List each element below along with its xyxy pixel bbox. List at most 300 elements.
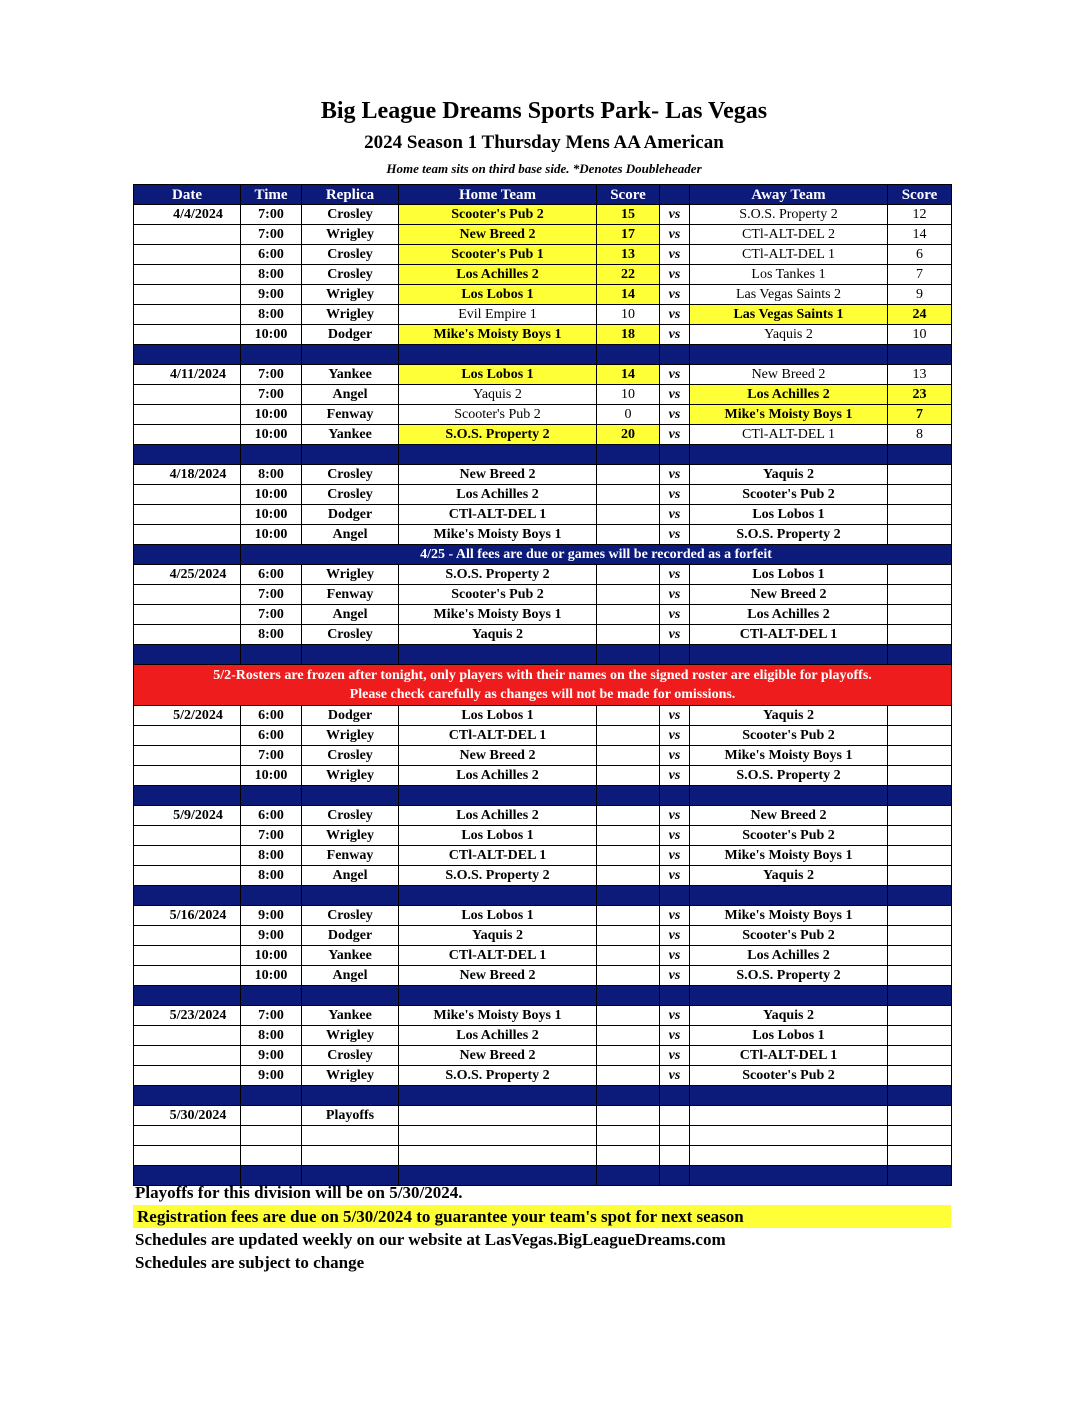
time-cell: 7:00 bbox=[241, 205, 302, 225]
separator-cell bbox=[302, 986, 399, 1006]
time-cell: 9:00 bbox=[241, 285, 302, 305]
replica-cell: Wrigley bbox=[302, 1066, 399, 1086]
vs-cell: vs bbox=[660, 585, 690, 605]
roster-alert-cell bbox=[134, 665, 952, 706]
separator-cell bbox=[134, 445, 241, 465]
home-score-cell bbox=[597, 866, 660, 886]
table-row bbox=[134, 325, 952, 345]
vs-cell: vs bbox=[660, 465, 690, 485]
away-score-cell: 7 bbox=[888, 265, 952, 285]
replica-cell: Yankee bbox=[302, 425, 399, 445]
separator-cell bbox=[888, 645, 952, 665]
time-cell: 8:00 bbox=[241, 305, 302, 325]
home-team-cell: New Breed 2 bbox=[399, 1046, 597, 1066]
col-header-home-team: Home Team bbox=[399, 185, 597, 205]
home-team-cell: Scooter's Pub 2 bbox=[399, 205, 597, 225]
separator-cell bbox=[690, 986, 888, 1006]
replica-cell: Dodger bbox=[302, 926, 399, 946]
separator-row bbox=[134, 986, 952, 1006]
empty-cell bbox=[399, 1106, 597, 1126]
date-cell bbox=[134, 405, 241, 425]
replica-cell: Crosley bbox=[302, 465, 399, 485]
away-score-cell bbox=[888, 706, 952, 726]
home-score-cell bbox=[597, 1026, 660, 1046]
date-cell bbox=[134, 245, 241, 265]
home-score-cell bbox=[597, 525, 660, 545]
separator-cell bbox=[690, 886, 888, 906]
away-score-cell bbox=[888, 1066, 952, 1086]
away-team-cell: Las Vegas Saints 1 bbox=[690, 305, 888, 325]
vs-cell: vs bbox=[660, 225, 690, 245]
date-cell bbox=[134, 766, 241, 786]
home-team-cell: New Breed 2 bbox=[399, 465, 597, 485]
empty-cell bbox=[888, 1106, 952, 1126]
away-score-cell: 7 bbox=[888, 405, 952, 425]
away-team-cell: Scooter's Pub 2 bbox=[690, 485, 888, 505]
away-score-cell bbox=[888, 605, 952, 625]
home-score-cell bbox=[597, 1006, 660, 1026]
replica-cell: Angel bbox=[302, 525, 399, 545]
replica-cell: Wrigley bbox=[302, 726, 399, 746]
time-cell: 8:00 bbox=[241, 1026, 302, 1046]
replica-cell: Crosley bbox=[302, 625, 399, 645]
table-row bbox=[134, 766, 952, 786]
home-team-cell: Scooter's Pub 2 bbox=[399, 405, 597, 425]
date-cell bbox=[134, 265, 241, 285]
footer-website-note: Schedules are updated weekly on our website at LasVegas.BigLeagueDreams.com bbox=[135, 1230, 726, 1249]
separator-cell bbox=[660, 886, 690, 906]
table-row bbox=[134, 565, 952, 585]
table-row bbox=[134, 826, 952, 846]
col-header-date: Date bbox=[134, 185, 241, 205]
home-team-cell: New Breed 2 bbox=[399, 966, 597, 986]
table-row bbox=[134, 926, 952, 946]
away-team-cell: New Breed 2 bbox=[690, 585, 888, 605]
time-cell: 10:00 bbox=[241, 946, 302, 966]
vs-cell: vs bbox=[660, 1006, 690, 1026]
home-score-cell: 17 bbox=[597, 225, 660, 245]
date-cell bbox=[134, 1066, 241, 1086]
empty-cell bbox=[888, 1126, 952, 1146]
away-team-cell: Scooter's Pub 2 bbox=[690, 926, 888, 946]
table-row bbox=[134, 465, 952, 485]
away-score-cell bbox=[888, 846, 952, 866]
home-team-cell: Mike's Moisty Boys 1 bbox=[399, 1006, 597, 1026]
table-row bbox=[134, 485, 952, 505]
separator-row bbox=[134, 886, 952, 906]
separator-cell bbox=[241, 345, 302, 365]
away-score-cell bbox=[888, 966, 952, 986]
replica-cell: Dodger bbox=[302, 505, 399, 525]
home-team-cell: Evil Empire 1 bbox=[399, 305, 597, 325]
page-subtitle: 2024 Season 1 Thursday Mens AA American bbox=[364, 132, 724, 153]
date-cell bbox=[134, 926, 241, 946]
vs-cell: vs bbox=[660, 866, 690, 886]
home-team-cell: CTl-ALT-DEL 1 bbox=[399, 505, 597, 525]
date-cell: 5/23/2024 bbox=[134, 1006, 241, 1026]
away-team-cell: Mike's Moisty Boys 1 bbox=[690, 846, 888, 866]
separator-cell bbox=[690, 1166, 888, 1186]
replica-cell: Crosley bbox=[302, 265, 399, 285]
time-cell: 10:00 bbox=[241, 325, 302, 345]
home-team-cell: Yaquis 2 bbox=[399, 385, 597, 405]
vs-cell: vs bbox=[660, 1026, 690, 1046]
home-team-cell: S.O.S. Property 2 bbox=[399, 1066, 597, 1086]
separator-cell bbox=[690, 1086, 888, 1106]
vs-cell: vs bbox=[660, 906, 690, 926]
vs-cell: vs bbox=[660, 605, 690, 625]
table-row bbox=[134, 706, 952, 726]
vs-cell: vs bbox=[660, 746, 690, 766]
date-cell: 5/16/2024 bbox=[134, 906, 241, 926]
separator-cell bbox=[241, 445, 302, 465]
home-score-cell bbox=[597, 806, 660, 826]
vs-cell: vs bbox=[660, 385, 690, 405]
vs-cell: vs bbox=[660, 405, 690, 425]
home-team-cell: Los Achilles 2 bbox=[399, 485, 597, 505]
table-row bbox=[134, 866, 952, 886]
time-cell: 7:00 bbox=[241, 225, 302, 245]
table-row bbox=[134, 525, 952, 545]
date-cell bbox=[134, 605, 241, 625]
table-row bbox=[134, 245, 952, 265]
away-team-cell: Scooter's Pub 2 bbox=[690, 1066, 888, 1086]
separator-cell bbox=[399, 1086, 597, 1106]
away-team-cell: Yaquis 2 bbox=[690, 866, 888, 886]
vs-cell: vs bbox=[660, 1066, 690, 1086]
away-score-cell bbox=[888, 746, 952, 766]
separator-cell bbox=[399, 345, 597, 365]
away-score-cell bbox=[888, 866, 952, 886]
date-cell bbox=[134, 425, 241, 445]
table-row bbox=[134, 405, 952, 425]
time-cell: 10:00 bbox=[241, 485, 302, 505]
empty-row bbox=[134, 1146, 952, 1166]
separator-cell bbox=[888, 445, 952, 465]
table-row bbox=[134, 385, 952, 405]
date-cell bbox=[134, 485, 241, 505]
home-team-cell: Scooter's Pub 2 bbox=[399, 585, 597, 605]
away-score-cell bbox=[888, 1026, 952, 1046]
away-team-cell: S.O.S. Property 2 bbox=[690, 205, 888, 225]
away-team-cell: New Breed 2 bbox=[690, 806, 888, 826]
table-row bbox=[134, 585, 952, 605]
home-score-cell: 14 bbox=[597, 365, 660, 385]
separator-cell bbox=[134, 886, 241, 906]
empty-cell bbox=[399, 1126, 597, 1146]
away-score-cell bbox=[888, 1006, 952, 1026]
separator-cell bbox=[302, 645, 399, 665]
roster-alert-row bbox=[134, 665, 952, 706]
table-row bbox=[134, 365, 952, 385]
replica-cell: Wrigley bbox=[302, 826, 399, 846]
home-score-cell: 22 bbox=[597, 265, 660, 285]
date-cell bbox=[134, 1046, 241, 1066]
vs-cell: vs bbox=[660, 245, 690, 265]
time-cell bbox=[241, 1106, 302, 1126]
separator-row bbox=[134, 786, 952, 806]
vs-cell: vs bbox=[660, 205, 690, 225]
col-header-home-score: Score bbox=[597, 185, 660, 205]
vs-cell: vs bbox=[660, 525, 690, 545]
separator-cell bbox=[888, 345, 952, 365]
home-team-cell: Los Lobos 1 bbox=[399, 285, 597, 305]
empty-cell bbox=[597, 1126, 660, 1146]
home-team-cell: CTl-ALT-DEL 1 bbox=[399, 726, 597, 746]
home-team-cell: S.O.S. Property 2 bbox=[399, 866, 597, 886]
home-score-cell bbox=[597, 485, 660, 505]
table-row bbox=[134, 906, 952, 926]
time-cell: 10:00 bbox=[241, 966, 302, 986]
replica-cell: Crosley bbox=[302, 205, 399, 225]
date-cell bbox=[134, 726, 241, 746]
time-cell: 10:00 bbox=[241, 505, 302, 525]
date-cell bbox=[134, 305, 241, 325]
playoff-row bbox=[134, 1106, 952, 1126]
home-score-cell bbox=[597, 565, 660, 585]
vs-cell: vs bbox=[660, 285, 690, 305]
table-header-row bbox=[134, 185, 952, 205]
date-cell: 4/11/2024 bbox=[134, 365, 241, 385]
separator-cell bbox=[660, 1086, 690, 1106]
away-team-cell: Los Tankes 1 bbox=[690, 265, 888, 285]
separator-cell bbox=[597, 986, 660, 1006]
empty-cell bbox=[597, 1106, 660, 1126]
replica-cell: Angel bbox=[302, 866, 399, 886]
replica-cell: Angel bbox=[302, 966, 399, 986]
separator-cell bbox=[690, 445, 888, 465]
vs-cell: vs bbox=[660, 1046, 690, 1066]
vs-cell: vs bbox=[660, 706, 690, 726]
time-cell: 6:00 bbox=[241, 726, 302, 746]
home-team-cell: Los Lobos 1 bbox=[399, 365, 597, 385]
empty-cell bbox=[597, 1146, 660, 1166]
empty-cell bbox=[660, 1106, 690, 1126]
home-score-cell bbox=[597, 1046, 660, 1066]
separator-cell bbox=[597, 445, 660, 465]
vs-cell: vs bbox=[660, 265, 690, 285]
away-score-cell: 10 bbox=[888, 325, 952, 345]
vs-cell: vs bbox=[660, 625, 690, 645]
time-cell: 7:00 bbox=[241, 746, 302, 766]
empty-cell bbox=[660, 1146, 690, 1166]
date-cell bbox=[134, 866, 241, 886]
home-score-cell bbox=[597, 625, 660, 645]
home-score-cell bbox=[597, 966, 660, 986]
table-row bbox=[134, 1066, 952, 1086]
separator-cell bbox=[302, 345, 399, 365]
away-score-cell: 8 bbox=[888, 425, 952, 445]
table-row bbox=[134, 425, 952, 445]
home-team-cell: S.O.S. Property 2 bbox=[399, 425, 597, 445]
away-team-cell: Las Vegas Saints 2 bbox=[690, 285, 888, 305]
separator-cell bbox=[241, 886, 302, 906]
table-row bbox=[134, 1006, 952, 1026]
table-row bbox=[134, 505, 952, 525]
empty-cell bbox=[134, 1126, 241, 1146]
away-score-cell bbox=[888, 465, 952, 485]
page-title: Big League Dreams Sports Park- Las Vegas bbox=[320, 98, 768, 124]
separator-cell bbox=[399, 786, 597, 806]
replica-cell: Wrigley bbox=[302, 225, 399, 245]
replica-cell: Fenway bbox=[302, 405, 399, 425]
time-cell: 7:00 bbox=[241, 385, 302, 405]
separator-row bbox=[134, 1086, 952, 1106]
date-cell: 4/18/2024 bbox=[134, 465, 241, 485]
replica-cell: Dodger bbox=[302, 706, 399, 726]
vs-cell: vs bbox=[660, 926, 690, 946]
date-cell: 4/25/2024 bbox=[134, 565, 241, 585]
date-cell bbox=[134, 625, 241, 645]
away-score-cell bbox=[888, 906, 952, 926]
home-team-cell: Los Lobos 1 bbox=[399, 706, 597, 726]
replica-cell: Angel bbox=[302, 605, 399, 625]
footer-playoffs-note: Playoffs for this division will be on 5/30/2024. bbox=[135, 1183, 463, 1202]
away-score-cell: 12 bbox=[888, 205, 952, 225]
separator-cell bbox=[241, 786, 302, 806]
away-team-cell: Scooter's Pub 2 bbox=[690, 826, 888, 846]
replica-cell: Crosley bbox=[302, 746, 399, 766]
roster-alert-line2: Please check carefully as changes will not be made for omissions. bbox=[349, 687, 736, 702]
vs-cell: vs bbox=[660, 325, 690, 345]
home-score-cell bbox=[597, 1066, 660, 1086]
time-cell: 8:00 bbox=[241, 625, 302, 645]
home-score-cell: 10 bbox=[597, 305, 660, 325]
separator-cell bbox=[241, 1086, 302, 1106]
empty-cell bbox=[690, 1126, 888, 1146]
away-team-cell: Los Achilles 2 bbox=[690, 946, 888, 966]
time-cell: 9:00 bbox=[241, 1066, 302, 1086]
home-team-cell: Mike's Moisty Boys 1 bbox=[399, 525, 597, 545]
home-score-cell bbox=[597, 766, 660, 786]
vs-cell: vs bbox=[660, 966, 690, 986]
empty-row bbox=[134, 1126, 952, 1146]
table-row bbox=[134, 1046, 952, 1066]
date-cell bbox=[134, 325, 241, 345]
time-cell: 8:00 bbox=[241, 866, 302, 886]
table-row bbox=[134, 806, 952, 826]
away-score-cell: 14 bbox=[888, 225, 952, 245]
separator-cell bbox=[597, 645, 660, 665]
time-cell: 6:00 bbox=[241, 245, 302, 265]
replica-cell: Yankee bbox=[302, 365, 399, 385]
home-team-cell: Mike's Moisty Boys 1 bbox=[399, 605, 597, 625]
schedule-body bbox=[134, 205, 952, 1186]
date-cell: 5/9/2024 bbox=[134, 806, 241, 826]
away-score-cell bbox=[888, 485, 952, 505]
separator-cell bbox=[888, 986, 952, 1006]
away-team-cell: S.O.S. Property 2 bbox=[690, 766, 888, 786]
replica-cell: Wrigley bbox=[302, 305, 399, 325]
col-header-vs bbox=[660, 185, 690, 205]
separator-row bbox=[134, 345, 952, 365]
separator-cell bbox=[134, 786, 241, 806]
replica-cell: Dodger bbox=[302, 325, 399, 345]
home-team-cell: Los Achilles 2 bbox=[399, 265, 597, 285]
replica-cell: Crosley bbox=[302, 806, 399, 826]
replica-cell: Angel bbox=[302, 385, 399, 405]
separator-cell bbox=[660, 1166, 690, 1186]
away-team-cell: Mike's Moisty Boys 1 bbox=[690, 746, 888, 766]
away-team-cell: Los Achilles 2 bbox=[690, 385, 888, 405]
home-team-cell: New Breed 2 bbox=[399, 746, 597, 766]
empty-cell bbox=[134, 1146, 241, 1166]
replica-cell: Yankee bbox=[302, 946, 399, 966]
home-score-cell bbox=[597, 826, 660, 846]
home-team-cell: Scooter's Pub 1 bbox=[399, 245, 597, 265]
empty-cell bbox=[690, 1146, 888, 1166]
away-score-cell bbox=[888, 625, 952, 645]
separator-cell bbox=[690, 345, 888, 365]
separator-row bbox=[134, 645, 952, 665]
time-cell: 10:00 bbox=[241, 525, 302, 545]
separator-cell bbox=[888, 1166, 952, 1186]
table-row bbox=[134, 726, 952, 746]
away-score-cell bbox=[888, 505, 952, 525]
home-team-cell: CTl-ALT-DEL 1 bbox=[399, 946, 597, 966]
empty-cell bbox=[241, 1126, 302, 1146]
home-score-cell: 13 bbox=[597, 245, 660, 265]
away-team-cell: CTl-ALT-DEL 1 bbox=[690, 425, 888, 445]
home-score-cell bbox=[597, 946, 660, 966]
col-header-replica: Replica bbox=[302, 185, 399, 205]
date-cell: 5/2/2024 bbox=[134, 706, 241, 726]
away-score-cell bbox=[888, 766, 952, 786]
away-score-cell: 23 bbox=[888, 385, 952, 405]
date-cell bbox=[134, 846, 241, 866]
separator-cell bbox=[660, 645, 690, 665]
home-score-cell bbox=[597, 906, 660, 926]
vs-cell: vs bbox=[660, 826, 690, 846]
vs-cell: vs bbox=[660, 485, 690, 505]
separator-cell bbox=[302, 445, 399, 465]
separator-cell bbox=[134, 345, 241, 365]
table-row bbox=[134, 625, 952, 645]
date-cell bbox=[134, 966, 241, 986]
time-cell: 8:00 bbox=[241, 265, 302, 285]
away-team-cell: CTl-ALT-DEL 1 bbox=[690, 625, 888, 645]
vs-cell: vs bbox=[660, 946, 690, 966]
away-score-cell bbox=[888, 926, 952, 946]
separator-cell bbox=[399, 445, 597, 465]
away-score-cell: 13 bbox=[888, 365, 952, 385]
away-team-cell: Scooter's Pub 2 bbox=[690, 726, 888, 746]
time-cell: 9:00 bbox=[241, 906, 302, 926]
replica-cell: Wrigley bbox=[302, 565, 399, 585]
empty-cell bbox=[888, 1146, 952, 1166]
table-row bbox=[134, 605, 952, 625]
replica-cell: Wrigley bbox=[302, 766, 399, 786]
schedule-table bbox=[133, 184, 952, 1186]
vs-cell: vs bbox=[660, 565, 690, 585]
table-row bbox=[134, 285, 952, 305]
home-score-cell bbox=[597, 746, 660, 766]
home-score-cell bbox=[597, 846, 660, 866]
separator-cell bbox=[597, 1166, 660, 1186]
home-team-cell: S.O.S. Property 2 bbox=[399, 565, 597, 585]
table-row bbox=[134, 265, 952, 285]
replica-cell: Wrigley bbox=[302, 1026, 399, 1046]
separator-cell bbox=[302, 786, 399, 806]
empty-cell bbox=[399, 1146, 597, 1166]
date-cell bbox=[134, 525, 241, 545]
home-score-cell bbox=[597, 706, 660, 726]
replica-cell: Wrigley bbox=[302, 285, 399, 305]
separator-cell bbox=[399, 886, 597, 906]
home-team-cell: Los Achilles 2 bbox=[399, 1026, 597, 1046]
footer-registration-note: Registration fees are due on 5/30/2024 to guarantee your team's spot for next season bbox=[133, 1205, 951, 1228]
time-cell: 9:00 bbox=[241, 926, 302, 946]
